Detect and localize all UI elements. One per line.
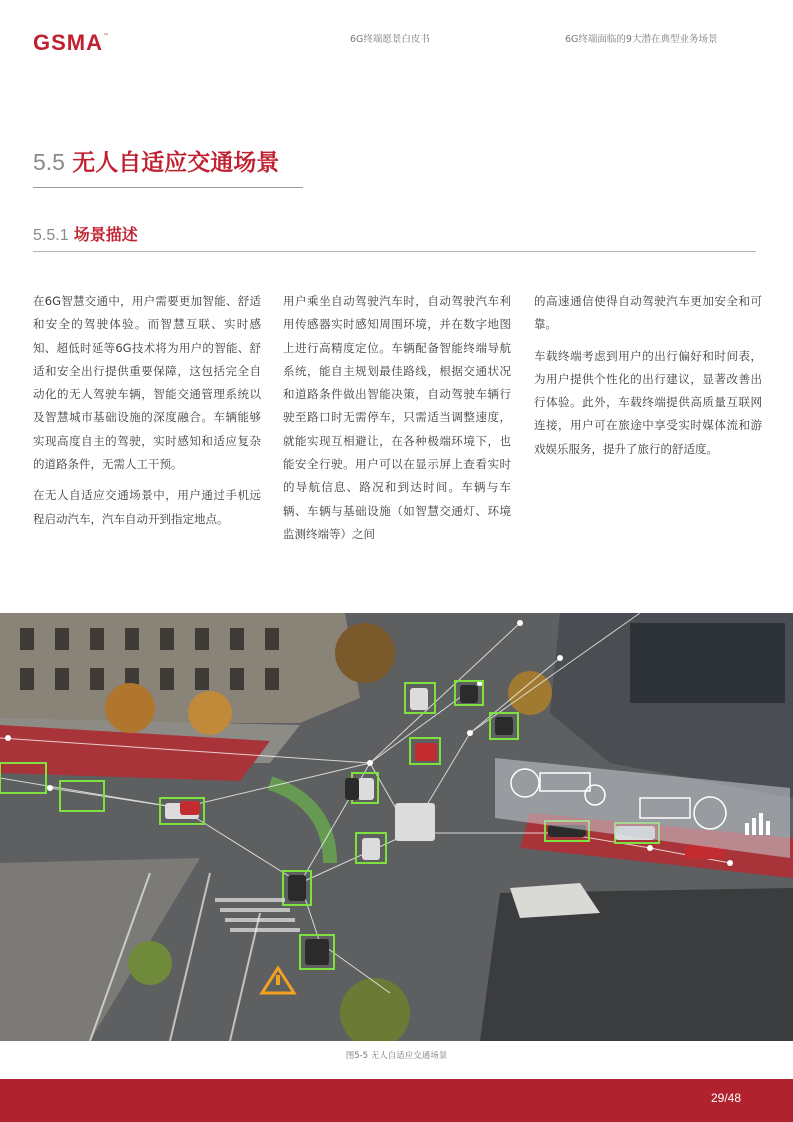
traffic-scene-illustration — [0, 613, 793, 1041]
paragraph: 车载终端考虑到用户的出行偏好和时间表，为用户提供个性化的出行建议，显著改善出行体验。此外，车载终端提供高质量互联网连接，用户可在旅途中享受实时媒体流和游戏娱乐服务，提升了旅行的舒适度。 — [534, 348, 762, 456]
subsection-number: 5.5.1 — [33, 227, 69, 244]
section-title — [33, 148, 279, 177]
text-column-2 — [283, 290, 511, 554]
paragraph: 在无人自适应交通场景中，用户通过手机远程启动汽车，汽车自动开到指定地点。 — [33, 488, 261, 526]
header-chapter-title: 6G终端面临的9大潜在典型业务场景 — [565, 34, 718, 45]
gsma-logo — [33, 30, 109, 55]
subsection-title — [33, 225, 138, 246]
paragraph: 的高速通信使得自动驾驶汽车更加安全和可靠。 — [534, 294, 762, 332]
paragraph: 在6G智慧交通中，用户需要更加智能、舒适和安全的驾驶体验。而智慧互联、实时感知、超低时延等6G技术将为用户的智能、舒适和安全出行提供重要保障，这包括完全自动化的无人驾驶车辆，智能交通管理系统以及智慧城市基础设施的深度融合。车辆能够实现高度自主的驾驶，实时感知和适应复杂的道路条件，无需人工干预。 — [33, 294, 261, 472]
subsection-title-text: 场景描述 — [73, 225, 138, 244]
trademark-mark: ™ — [103, 33, 109, 40]
glass-facade — [630, 623, 785, 703]
building-upper-left — [0, 613, 360, 723]
section-divider — [33, 187, 303, 188]
header-doc-title: 6G终端愿景白皮书 — [350, 34, 430, 45]
page-footer-bar — [0, 1079, 793, 1122]
subsection-divider — [33, 251, 756, 252]
section-title-text: 无人自适应交通场景 — [72, 150, 280, 176]
warning-exclamation — [276, 975, 280, 985]
text-column-3 — [534, 290, 762, 469]
page-number: 29/48 — [710, 1091, 741, 1105]
text-column-1 — [33, 290, 261, 539]
section-number: 5.5 — [33, 149, 65, 175]
logo-text: GSMA — [33, 30, 103, 55]
paragraph: 用户乘坐自动驾驶汽车时，自动驾驶汽车利用传感器实时感知周围环境，并在数字地图上进行高精度定位。车辆配备智能终端导航系统，能自主规划最佳路线，根据交通状况和道路条件做出智能决策，自动驾驶车辆行驶至路口时无需停车，只需适当调整速度，就能实现互相避让，在各种极端环境下，也能安全行驶。用户可以在显示屏上查看实时的导航信息、路况和到达时间。车辆与车辆、车辆与基础设施（如智慧交通灯、环境监测终端等）之间 — [283, 294, 511, 541]
figure-caption: 图5-5 无人自适应交通场景 — [345, 1051, 448, 1061]
